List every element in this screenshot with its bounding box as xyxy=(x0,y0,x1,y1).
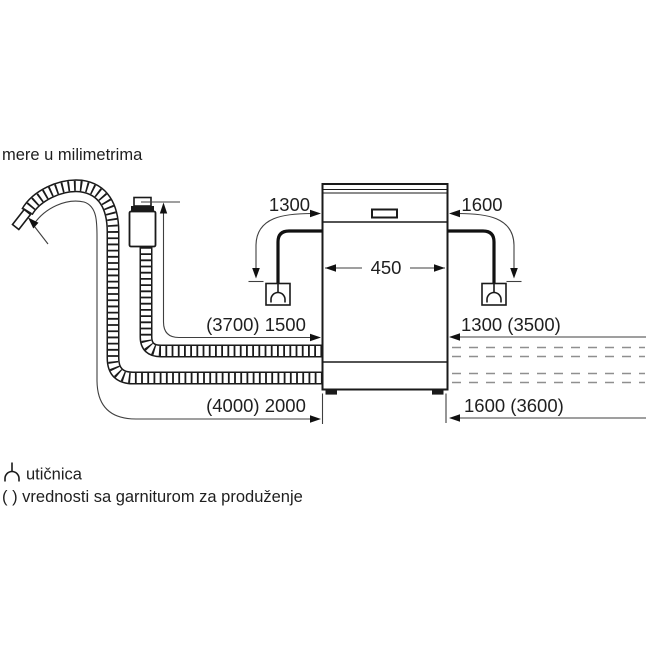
arrow-hose-end xyxy=(28,218,39,229)
foot-left xyxy=(326,390,338,395)
dim-label-supply: (3700) 1500 xyxy=(206,314,306,335)
dim-label-top-right: 1600 xyxy=(461,194,503,215)
dim-label-right-drain: 1600 (3600) xyxy=(464,395,564,416)
legend-socket-label: utičnica xyxy=(26,465,82,484)
cable-right-dim-curve xyxy=(458,214,514,270)
arrow-down-left xyxy=(252,268,260,279)
extension-hose-dashes xyxy=(452,348,645,383)
dim-label-drain: (4000) 2000 xyxy=(206,395,306,416)
arrow-right-supply xyxy=(310,334,321,342)
drain-dim-line xyxy=(34,201,315,419)
legend-socket-icon xyxy=(5,463,19,482)
page-title: mere u milimetrima xyxy=(2,146,143,164)
dim-label-top-left: 1300 xyxy=(268,194,311,215)
water-tap-icon xyxy=(130,198,156,247)
drain-hose-end-cap xyxy=(12,210,30,230)
supply-hose xyxy=(146,247,324,351)
power-cable-left xyxy=(278,231,323,284)
arrow-left-bottom xyxy=(449,414,460,422)
cable-left-dim-curve xyxy=(256,214,312,270)
arrow-cable-right xyxy=(449,210,460,218)
arrow-right-drain xyxy=(310,415,321,423)
dim-label-width: 450 xyxy=(370,257,402,278)
legend-extension-label: ( ) vrednosti sa garniturom za produženje xyxy=(2,488,303,506)
arrow-cable-left xyxy=(310,210,321,218)
power-cable-right xyxy=(448,231,495,284)
dishwasher xyxy=(323,184,448,395)
dim-label-right-supply: 1300 (3500) xyxy=(461,314,561,335)
socket-left xyxy=(266,284,290,306)
arrow-left-mid xyxy=(449,333,460,341)
socket-right xyxy=(482,284,506,306)
arrow-down-right xyxy=(510,268,518,279)
door-handle xyxy=(372,210,397,218)
arrow-up-tap xyxy=(160,203,167,214)
foot-right xyxy=(432,390,444,395)
